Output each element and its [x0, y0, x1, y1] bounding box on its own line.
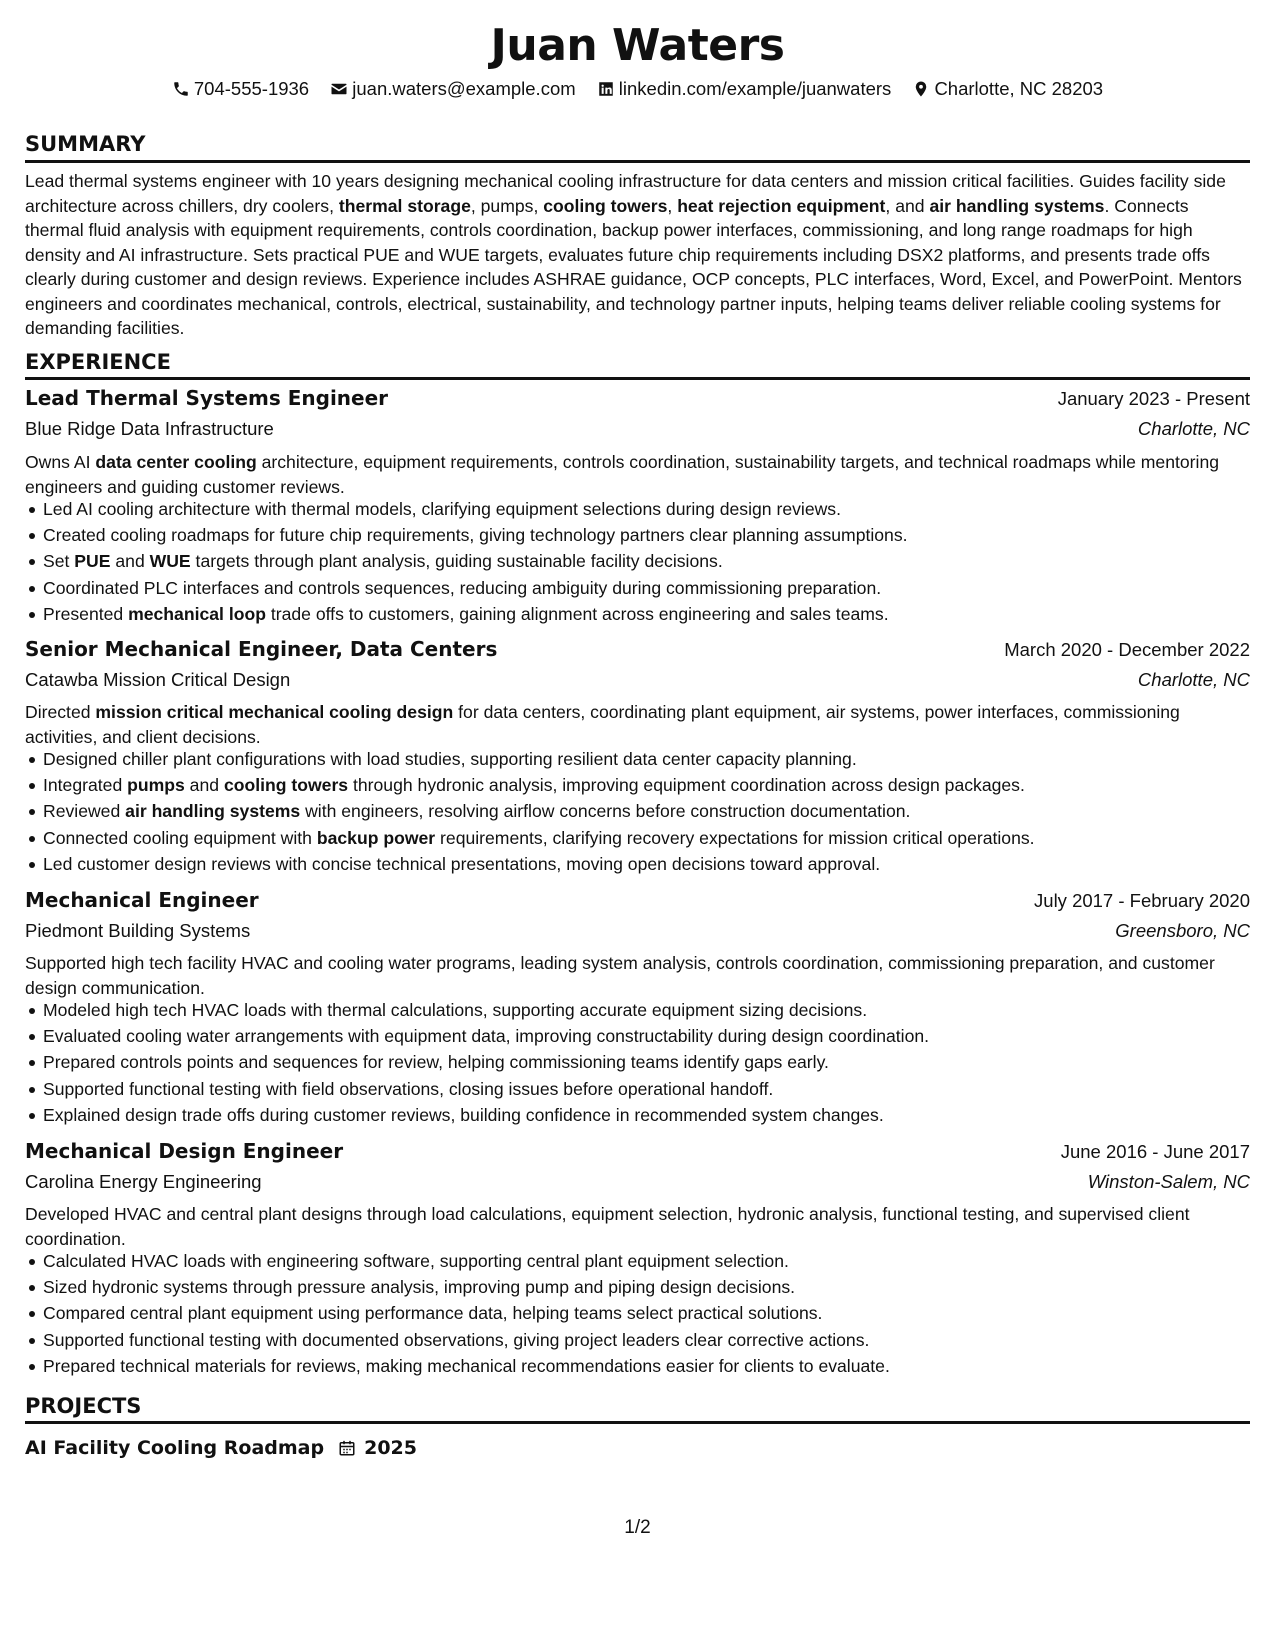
list-item: Led AI cooling architecture with thermal models, clarifying equipment selections during design reviews.: [25, 496, 1250, 522]
resume-page: [25, 0, 1250, 1650]
job-title: Mechanical Design Engineer: [25, 1139, 344, 1163]
list-item: Explained design trade offs during customer reviews, building confidence in recommended system changes.: [25, 1102, 1250, 1128]
list-item: Prepared controls points and sequences for review, helping commissioning teams identify gaps early.: [25, 1049, 1250, 1075]
job-summary: Developed HVAC and central plant designs through load calculations, equipment selection, hydronic analysis, functional testing, and supervised client coordination.: [25, 1204, 1190, 1249]
phone-icon: [172, 80, 190, 98]
list-item: Presented mechanical loop trade offs to customers, gaining alignment across engineering and sales teams.: [25, 601, 1250, 627]
list-item: Coordinated PLC interfaces and controls sequences, reducing ambiguity during commissioning preparation.: [25, 575, 1250, 601]
list-item: Modeled high tech HVAC loads with thermal calculations, supporting accurate equipment sizing decisions.: [25, 997, 1250, 1023]
summary-divider: [25, 160, 1250, 163]
list-item: Set PUE and WUE targets through plant analysis, guiding sustainable facility decisions.: [25, 548, 1250, 574]
contact-linkedin[interactable]: [597, 78, 892, 100]
page-number: 1/2: [624, 1517, 651, 1538]
list-item: Prepared technical materials for reviews, making mechanical recommendations easier for clients to evaluate.: [25, 1353, 1250, 1379]
projects-heading: PROJECTS: [25, 1394, 142, 1418]
list-item: Created cooling roadmaps for future chip requirements, giving technology partners clear planning assumptions.: [25, 522, 1250, 548]
job-company: Carolina Energy Engineering: [25, 1171, 262, 1192]
contact-email[interactable]: [330, 78, 575, 100]
project-year: 2025: [364, 1437, 417, 1459]
list-item: Connected cooling equipment with backup power requirements, clarifying recovery expectations for mission critical operations.: [25, 825, 1250, 851]
summary-heading: SUMMARY: [25, 132, 146, 156]
summary-text: Lead thermal systems engineer with 10 years designing mechanical cooling infrastructure for data centers and mission critical facilities. Guides facility side architecture across chillers, dry coolers, thermal storage, pumps, cooling towers, heat rejection equipment, and air handling systems. Connects thermal fluid analysis with equipment requirements, controls coordination, backup power interfaces, commissioning, and long range roadmaps for high density and AI infrastructure. Sets practical PUE and WUE targets, evaluates future chip requirements including DSX2 platforms, and presents trade offs clearly during customer and design reviews. Experience includes ASHRAE guidance, OCP concepts, PLC interfaces, Word, Excel, and PowerPoint. Mentors engineers and coordinates mechanical, controls, electrical, sustainability, and technology partner inputs, helping teams deliver reliable cooling systems for demanding facilities.: [25, 171, 1242, 338]
list-item: Supported functional testing with documented observations, giving project leaders clear corrective actions.: [25, 1327, 1250, 1353]
contact-location: [912, 78, 1103, 100]
list-item: Reviewed air handling systems with engineers, resolving airflow concerns before construction documentation.: [25, 798, 1250, 824]
job-company: Blue Ridge Data Infrastructure: [25, 418, 274, 439]
contact-phone: [172, 78, 309, 100]
map-pin-icon: [912, 80, 930, 98]
job-company: Piedmont Building Systems: [25, 920, 251, 941]
job-bullets: [25, 1248, 1250, 1379]
job-summary: Supported high tech facility HVAC and cooling water programs, leading system analysis, controls coordination, commissioning preparation, and customer design communication.: [25, 953, 1215, 998]
job-title: Mechanical Engineer: [25, 888, 259, 912]
list-item: Supported functional testing with field observations, closing issues before operational handoff.: [25, 1076, 1250, 1102]
list-item: Compared central plant equipment using performance data, helping teams select practical solutions.: [25, 1300, 1250, 1326]
location-text: Charlotte, NC 28203: [934, 78, 1104, 99]
job-bullets: [25, 997, 1250, 1128]
project-item: [25, 1437, 417, 1459]
list-item: Evaluated cooling water arrangements with equipment data, improving constructability during design coordination.: [25, 1023, 1250, 1049]
job-title: Lead Thermal Systems Engineer: [25, 386, 389, 410]
projects-divider: [25, 1421, 1250, 1424]
job-dates: January 2023 - Present: [1057, 388, 1250, 409]
job-location: Charlotte, NC: [1137, 418, 1250, 439]
job-title: Senior Mechanical Engineer, Data Centers: [25, 637, 498, 661]
job-dates: June 2016 - June 2017: [1060, 1141, 1250, 1162]
job-company: Catawba Mission Critical Design: [25, 669, 291, 690]
linkedin-icon: [597, 80, 615, 98]
experience-heading: EXPERIENCE: [25, 350, 171, 374]
job-dates: July 2017 - February 2020: [1034, 890, 1250, 911]
job-location: Charlotte, NC: [1137, 669, 1250, 690]
job-location: Winston-Salem, NC: [1087, 1171, 1250, 1192]
job-summary: Directed mission critical mechanical cooling design for data centers, coordinating plant equipment, air systems, power interfaces, commissioning activities, and client decisions.: [25, 702, 1180, 747]
project-name: AI Facility Cooling Roadmap: [25, 1437, 325, 1459]
phone-text: 704-555-1936: [193, 78, 310, 99]
job-dates: March 2020 - December 2022: [1004, 639, 1250, 660]
list-item: Sized hydronic systems through pressure analysis, improving pump and piping design decisions.: [25, 1274, 1250, 1300]
list-item: Calculated HVAC loads with engineering software, supporting central plant equipment selection.: [25, 1248, 1250, 1274]
candidate-name: Juan Waters: [490, 20, 785, 71]
job-summary: Owns AI data center cooling architecture, equipment requirements, controls coordination, sustainability targets, and technical roadmaps while mentoring engineers and guiding customer reviews.: [25, 452, 1220, 497]
list-item: Led customer design reviews with concise technical presentations, moving open decisions toward approval.: [25, 851, 1250, 877]
contact-bar: [25, 78, 1250, 103]
job-bullets: [25, 496, 1250, 627]
list-item: Designed chiller plant configurations with load studies, supporting resilient data center capacity planning.: [25, 746, 1250, 772]
linkedin-link[interactable]: linkedin.com/example/juanwaters: [618, 78, 892, 99]
calendar-icon: [338, 1439, 356, 1457]
experience-divider: [25, 377, 1250, 380]
email-link[interactable]: juan.waters@example.com: [352, 78, 576, 99]
list-item: Integrated pumps and cooling towers through hydronic analysis, improving equipment coordination across design packages.: [25, 772, 1250, 798]
envelope-icon: [330, 80, 348, 98]
job-location: Greensboro, NC: [1115, 920, 1250, 941]
job-bullets: [25, 746, 1250, 877]
